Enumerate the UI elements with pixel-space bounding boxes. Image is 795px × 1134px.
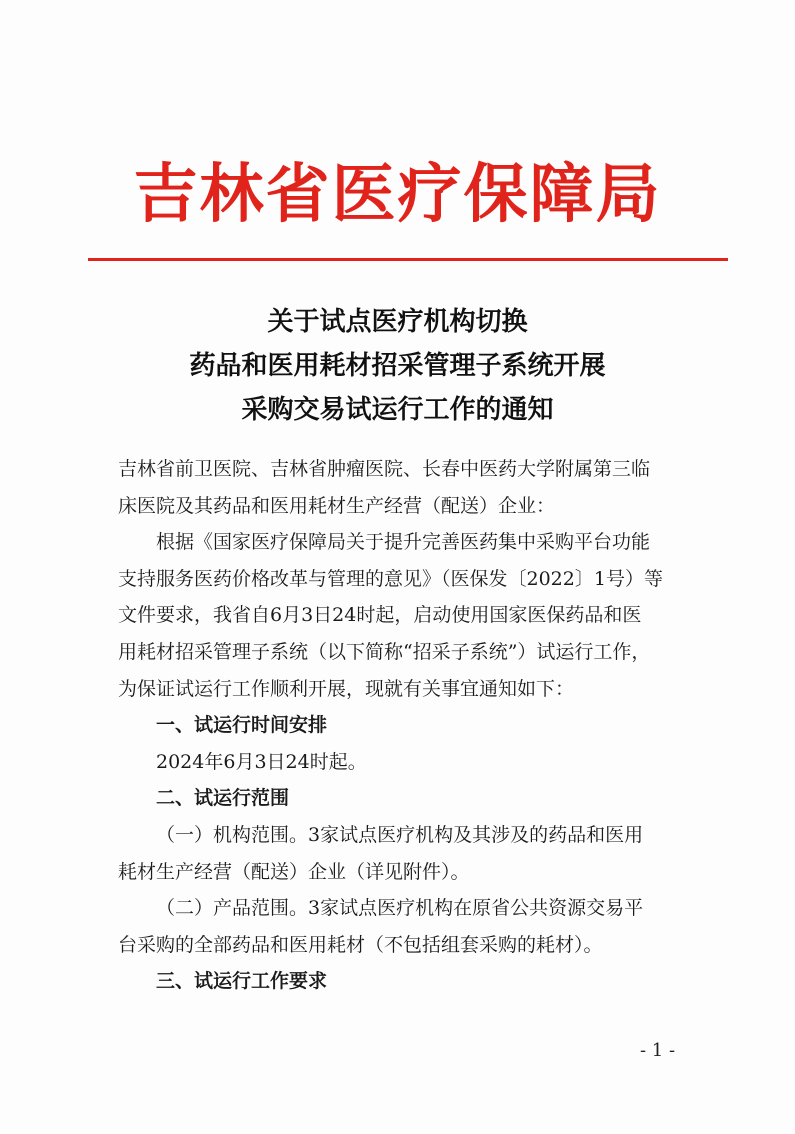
- paragraph-line: 为保证试运行工作顺利开展，现就有关事宜通知如下：: [118, 677, 575, 700]
- paragraph-line: 支持服务医药价格改革与管理的意见》（医保发〔2022〕1号）等: [118, 567, 663, 590]
- recipient-line: 吉林省前卫医院、吉林省肿瘤医院、长春中医药大学附属第三临: [118, 458, 651, 480]
- paragraph-line: 2024年6月3日24时起。: [156, 750, 367, 773]
- recipient-line: 床医院及其药品和医用耗材生产经营（配送）企业：: [118, 494, 556, 517]
- title-line-3: 采购交易试运行工作的通知: [241, 395, 554, 425]
- page-number: - 1 -: [640, 1040, 676, 1061]
- title-line-2: 药品和医用耗材招采管理子系统开展: [189, 351, 606, 381]
- paragraph-line: 台采购的全部药品和医用耗材（不包括组套采购的耗材）。: [118, 933, 603, 956]
- letterhead-title: 吉林省医疗保障局: [133, 158, 662, 232]
- paragraph-line: 耗材生产经营（配送）企业（详见附件）。: [118, 860, 470, 883]
- document-body: [118, 451, 698, 1000]
- paragraph-line: （二）产品范围。3家试点医疗机构在原省公共资源交易平: [156, 897, 644, 920]
- section-heading: 二、试运行范围: [156, 787, 290, 810]
- paragraph-line: 根据《国家医疗保障局关于提升完善医药集中采购平台功能: [156, 531, 651, 554]
- paragraph-line: （一）机构范围。3家试点医疗机构及其涉及的药品和医用: [156, 823, 644, 846]
- document-title: [0, 300, 795, 432]
- red-divider-line: [88, 258, 728, 261]
- paragraph-line: 用耗材招采管理子系统（以下简称“招采子系统”）试运行工作，: [118, 640, 651, 663]
- section-heading: 一、试运行时间安排: [156, 714, 328, 737]
- section-heading: 三、试运行工作要求: [156, 970, 328, 993]
- title-line-1: 关于试点医疗机构切换: [267, 307, 528, 337]
- paragraph-line: 文件要求，我省自6月3日24时起，启动使用国家医保药品和医: [118, 604, 642, 627]
